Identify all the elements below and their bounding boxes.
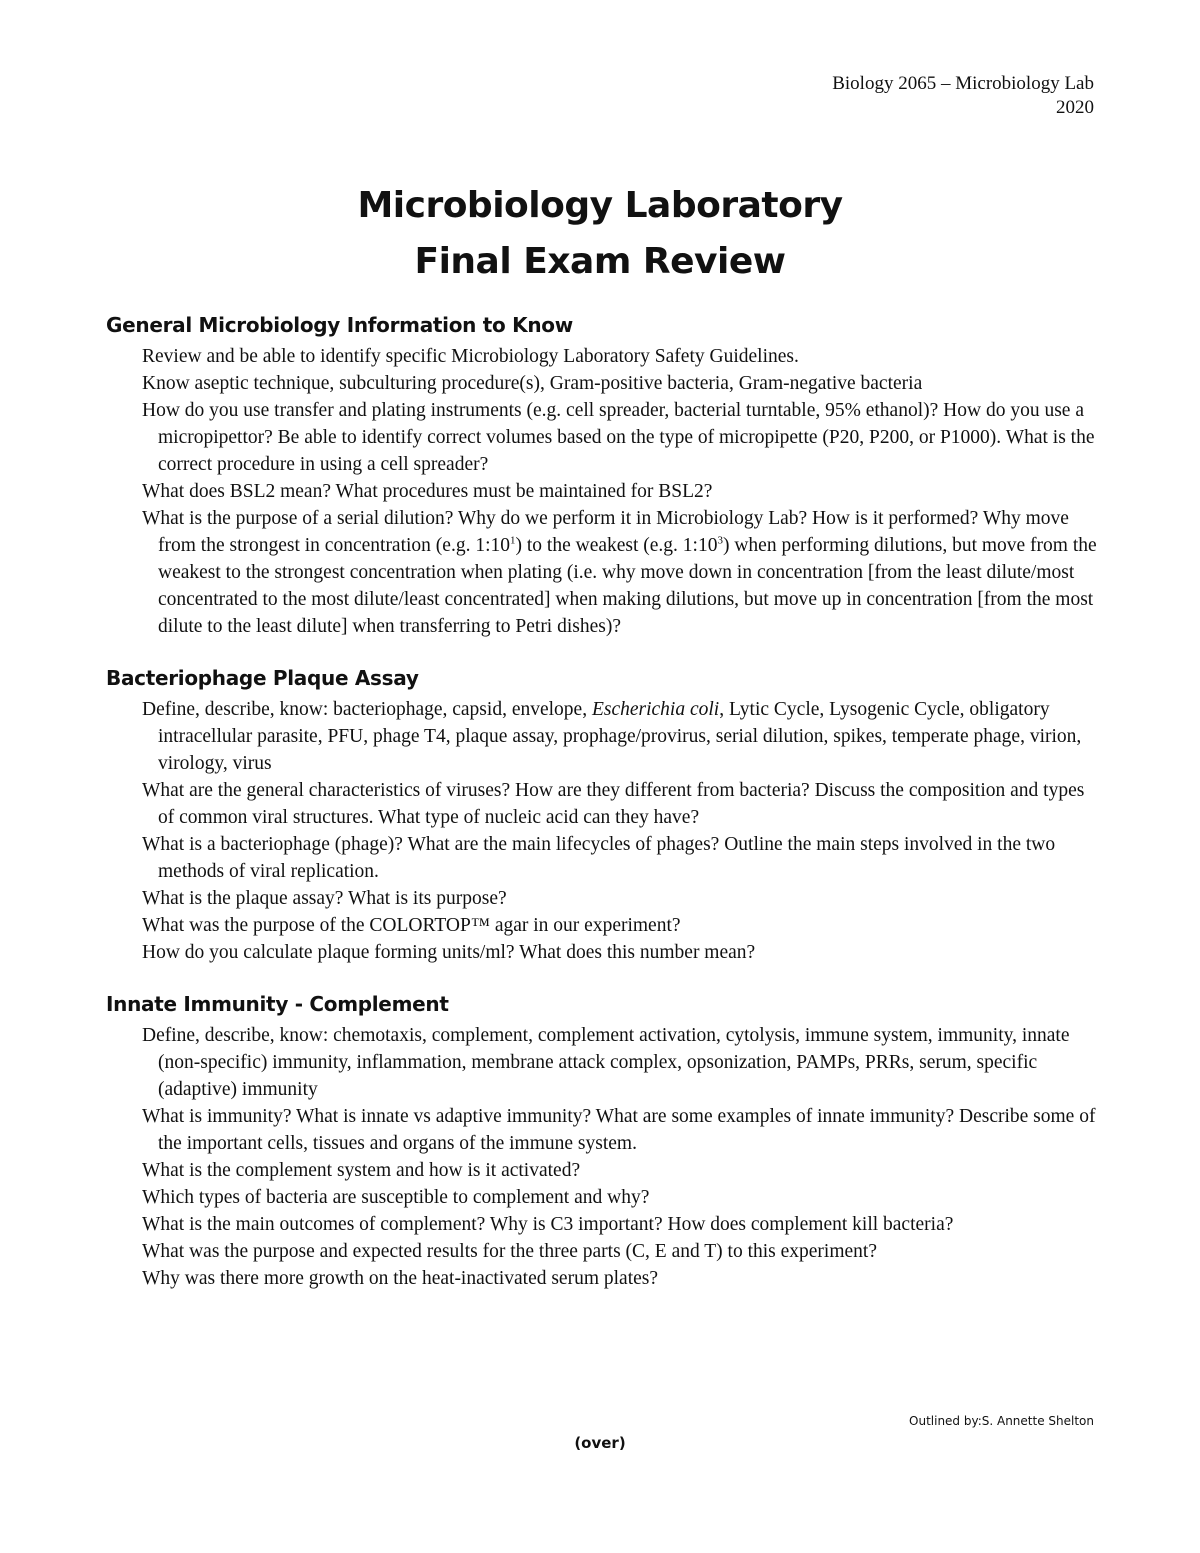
question-list	[106, 1022, 1100, 1292]
footer-author: Outlined by:S. Annette Shelton	[909, 1414, 1094, 1428]
list-item: What is the plaque assay? What is its purpose?	[142, 888, 507, 909]
define-text-after: , Lytic Cycle, Lysogenic Cycle, obligatory intracellular parasite, PFU, phage T4, plaque assay, prophage/provirus, serial dilution, spikes, temperate phage, virion, virology, virus	[158, 699, 1082, 774]
section-heading: General Microbiology Information to Know	[106, 313, 573, 337]
list-item: Define, describe, know: chemotaxis, complement, complement activation, cytolysis, immune system, immunity, innate (non-specific) immunity, inflammation, membrane attack complex, opsonization, PAMPs, PRRs, serum, specific (adaptive) immunity	[142, 1025, 1070, 1100]
list-item	[106, 505, 1100, 640]
course-year: 2020	[1056, 97, 1094, 118]
title-line-1: Microbiology Laboratory	[357, 185, 843, 226]
question-list	[106, 696, 1100, 966]
list-item: What is immunity? What is innate vs adaptive immunity? What are some examples of innate immunity? Describe some of the important cells, tissues and organs of the immune system.	[142, 1106, 1096, 1154]
document-content	[106, 310, 1100, 1315]
define-text-before: Define, describe, know: bacteriophage, capsid, envelope,	[142, 699, 592, 720]
question-list	[106, 343, 1100, 640]
section-innate-immunity	[106, 989, 1100, 1292]
dilution-text-3: ) when performing dilutions, but move from the weakest to the strongest concentration when plating (i.e. why move down in concentration [from the least dilute/most concentrated to the most dilute/least concentrated] when making dilutions, but move up in concentration [from the most dilute to the least dilute] when transferring to Petri dishes)?	[158, 535, 1097, 637]
exponent: 3	[717, 534, 723, 547]
dilution-text-1: What is the purpose of a serial dilution? Why do we perform it in Microbiology Lab? How is it performed? Why move from the strongest in concentration (e.g. 1:10	[142, 508, 1069, 556]
list-item: What are the general characteristics of viruses? How are they different from bacteria? Discuss the composition and types of common viral structures. What type of nucleic acid can they have?	[142, 780, 1085, 828]
list-item: Review and be able to identify specific Microbiology Laboratory Safety Guidelines.	[142, 346, 799, 367]
list-item: What was the purpose and expected results for the three parts (C, E and T) to this experiment?	[142, 1241, 877, 1262]
list-item: Why was there more growth on the heat-inactivated serum plates?	[142, 1268, 659, 1289]
section-heading: Innate Immunity - Complement	[106, 992, 449, 1016]
section-general-microbiology	[106, 310, 1100, 640]
document-title	[0, 178, 1200, 290]
page-header	[832, 72, 1094, 120]
list-item: What is the complement system and how is it activated?	[142, 1160, 581, 1181]
list-item: How do you use transfer and plating instruments (e.g. cell spreader, bacterial turntable, 95% ethanol)? How do you use a micropipettor? Be able to identify correct volumes based on the type of micropipette (P20, P200, or P1000). What is the correct procedure in using a cell spreader?	[142, 400, 1095, 475]
exponent: 1	[510, 534, 516, 547]
list-item: What does BSL2 mean? What procedures must be maintained for BSL2?	[142, 481, 713, 502]
list-item	[106, 696, 1100, 777]
list-item: Which types of bacteria are susceptible to complement and why?	[142, 1187, 650, 1208]
species-name: Escherichia coli	[591, 699, 720, 720]
dilution-text-2: ) to the weakest (e.g. 1:10	[515, 535, 718, 556]
list-item: What is a bacteriophage (phage)? What are the main lifecycles of phages? Outline the main steps involved in the two methods of viral replication.	[142, 834, 1056, 882]
footer-over: (over)	[574, 1434, 626, 1452]
course-name: Biology 2065 – Microbiology Lab	[832, 73, 1094, 94]
title-line-2: Final Exam Review	[414, 241, 786, 282]
section-bacteriophage-plaque-assay	[106, 663, 1100, 966]
list-item: What was the purpose of the COLORTOP™ agar in our experiment?	[142, 915, 681, 936]
list-item: Know aseptic technique, subculturing procedure(s), Gram-positive bacteria, Gram-negative bacteria	[142, 373, 923, 394]
section-heading: Bacteriophage Plaque Assay	[106, 666, 419, 690]
list-item: How do you calculate plaque forming units/ml? What does this number mean?	[142, 942, 756, 963]
list-item: What is the main outcomes of complement? Why is C3 important? How does complement kill bacteria?	[142, 1214, 954, 1235]
